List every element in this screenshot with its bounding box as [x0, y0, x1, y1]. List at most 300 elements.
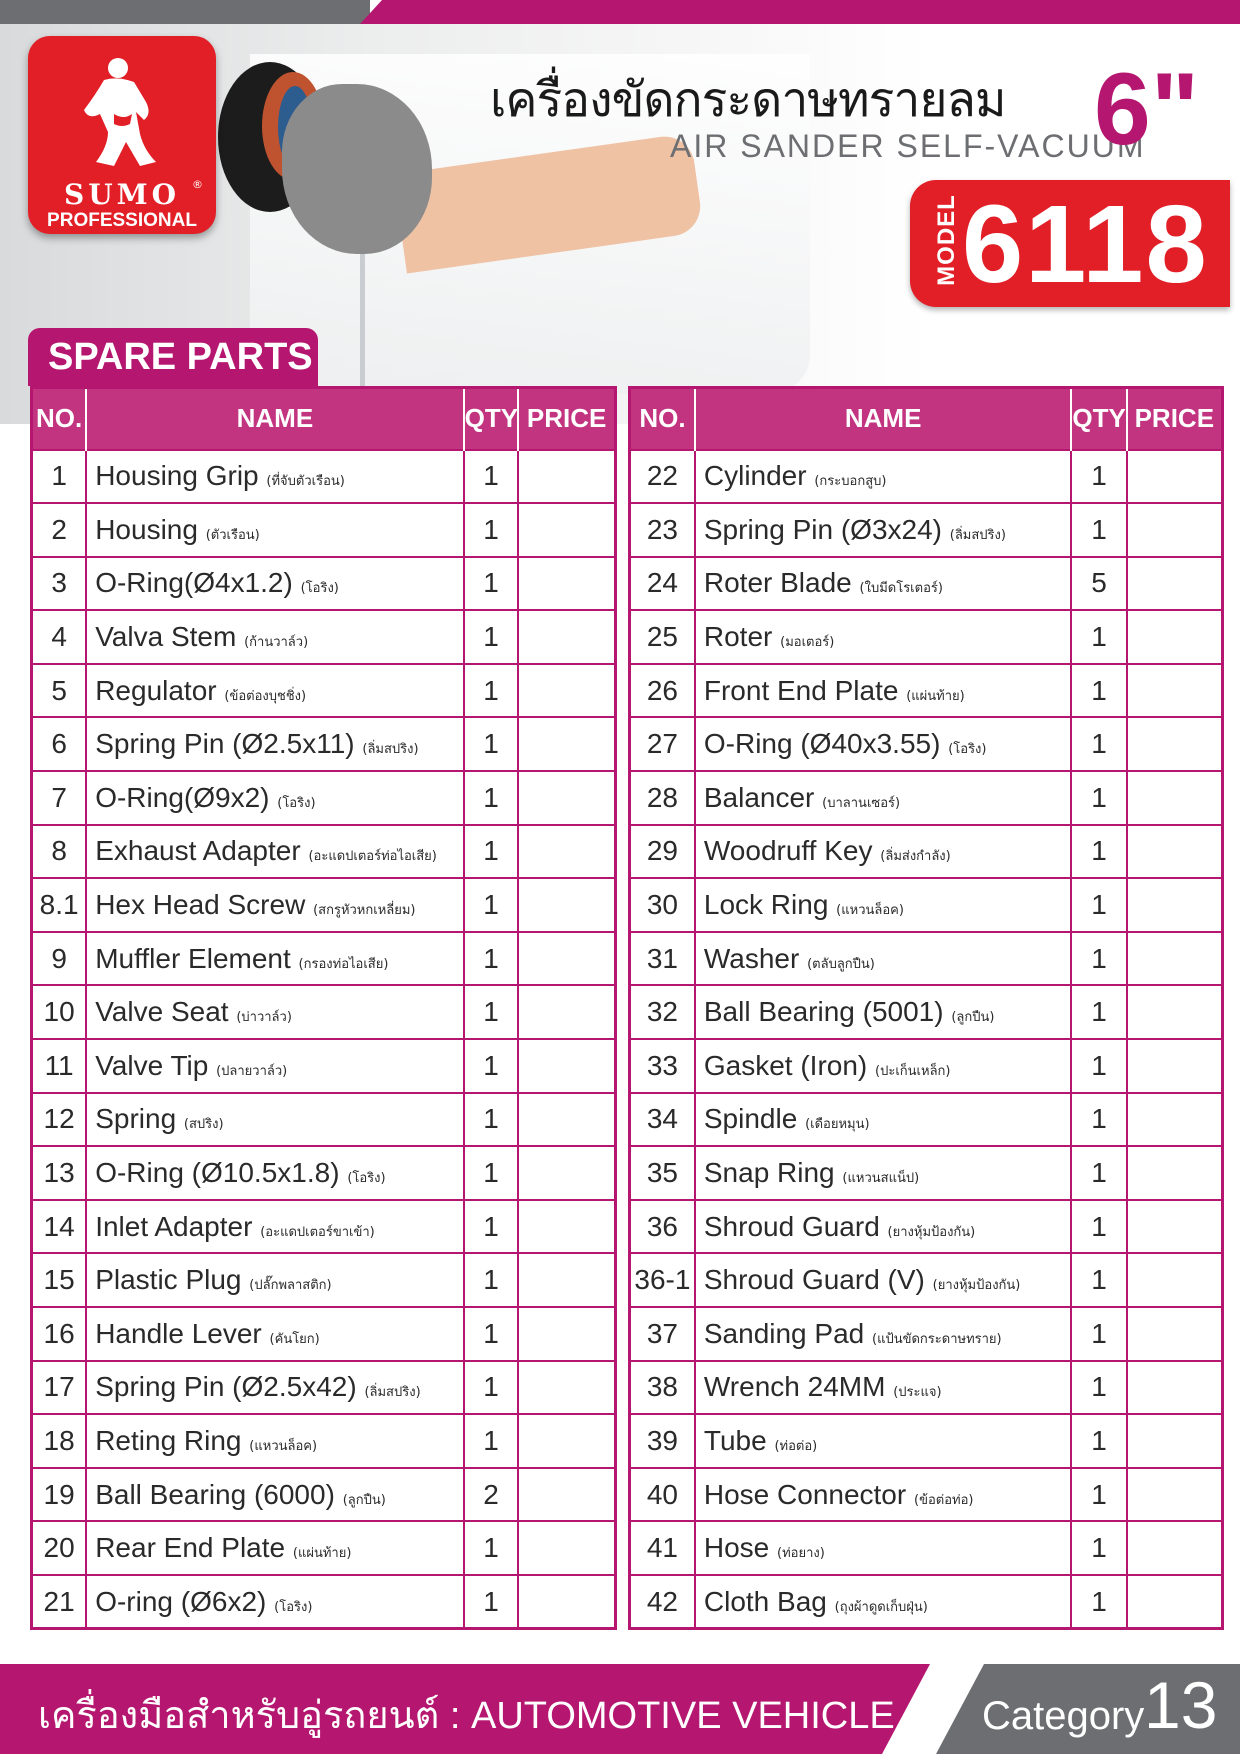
part-price — [1127, 503, 1223, 557]
part-name-thai: (ปะเก็นเหล็ก) — [875, 1063, 951, 1079]
part-number: 37 — [630, 1307, 695, 1361]
part-number: 8.1 — [32, 878, 87, 932]
part-price — [1127, 717, 1223, 771]
part-name-cell — [695, 1521, 1072, 1575]
part-name-cell — [695, 1575, 1072, 1629]
glove-hand — [282, 84, 432, 254]
part-name-thai: (ที่จับตัวเรือน) — [266, 474, 345, 490]
part-qty: 1 — [1071, 1361, 1126, 1415]
part-number: 41 — [630, 1521, 695, 1575]
part-number: 30 — [630, 878, 695, 932]
table-row — [630, 450, 1223, 504]
part-name-thai: (อะแดปเตอร์ขาเข้า) — [260, 1224, 375, 1240]
part-qty: 1 — [1071, 1200, 1126, 1254]
part-name-thai: (โอริง) — [347, 1171, 386, 1187]
part-price — [518, 1200, 615, 1254]
part-name-thai: (โอริง) — [277, 795, 316, 811]
part-price — [518, 1307, 615, 1361]
part-name-thai: (ก้านวาล์ว) — [244, 635, 309, 651]
part-name-cell — [86, 985, 463, 1039]
part-name-cell — [695, 1307, 1072, 1361]
part-number: 25 — [630, 610, 695, 664]
part-number: 28 — [630, 771, 695, 825]
part-price — [1127, 1575, 1223, 1629]
footer-category-label: Category — [982, 1694, 1145, 1738]
part-qty: 1 — [464, 1575, 519, 1629]
part-number: 40 — [630, 1468, 695, 1522]
part-qty: 1 — [464, 1253, 519, 1307]
table-row — [32, 1414, 616, 1468]
part-price — [518, 1253, 615, 1307]
part-number: 5 — [32, 664, 87, 718]
table-row — [630, 1200, 1223, 1254]
part-name-thai: (สปริง) — [183, 1117, 224, 1133]
part-name-cell — [695, 1200, 1072, 1254]
part-qty: 1 — [464, 985, 519, 1039]
part-name: Exhaust Adapter — [95, 835, 301, 867]
part-qty: 1 — [1071, 610, 1126, 664]
part-price — [518, 1468, 615, 1522]
part-price — [1127, 932, 1223, 986]
part-qty: 1 — [464, 610, 519, 664]
part-name-thai: (แผ่นท้าย) — [292, 1546, 352, 1562]
part-name: Spring Pin (Ø2.5x11) — [95, 728, 355, 760]
part-name-cell — [695, 1361, 1072, 1415]
part-number: 39 — [630, 1414, 695, 1468]
part-name-thai: (ประแจ) — [893, 1385, 942, 1401]
part-number: 27 — [630, 717, 695, 771]
part-name-thai: (อะแดปเตอร์ท่อไอเสีย) — [308, 849, 437, 865]
part-name-thai: (กรองท่อไอเสีย) — [298, 956, 389, 972]
top-bar-grey — [0, 0, 370, 24]
part-name-thai: (ลิ่มสปริง) — [949, 527, 1006, 543]
part-price — [1127, 450, 1223, 504]
part-name: Handle Lever — [95, 1317, 262, 1349]
table-row — [32, 503, 616, 557]
table-row — [32, 1575, 616, 1629]
part-name-cell — [86, 1575, 463, 1629]
part-number: 36-1 — [630, 1253, 695, 1307]
part-name: Woodruff Key — [703, 835, 873, 867]
part-price — [1127, 878, 1223, 932]
part-name: Gasket (Iron) — [703, 1049, 868, 1081]
part-name-cell — [86, 1146, 463, 1200]
part-name: Sanding Pad — [703, 1317, 865, 1349]
part-name-thai: (ปลั๊กพลาสติก) — [249, 1278, 332, 1294]
brand-name: SUMO — [63, 178, 181, 211]
part-name-cell — [695, 771, 1072, 825]
part-name: Housing Grip — [95, 460, 259, 492]
table-row — [32, 878, 616, 932]
table-row — [630, 1307, 1223, 1361]
header-qty: QTY — [1071, 388, 1126, 450]
table-row — [32, 1146, 616, 1200]
part-number: 10 — [32, 985, 87, 1039]
part-name: Ball Bearing (6000) — [95, 1478, 335, 1510]
part-price — [518, 664, 615, 718]
part-qty: 1 — [464, 450, 519, 504]
part-name-cell — [695, 1039, 1072, 1093]
footer-category-text: เครื่องมือสำหรับอู่รถยนต์ : AUTOMOTIVE VEHICLE — [38, 1695, 895, 1737]
part-name-cell — [695, 610, 1072, 664]
table-row — [630, 1093, 1223, 1147]
part-qty: 1 — [1071, 1307, 1126, 1361]
part-price — [1127, 1468, 1223, 1522]
part-price — [518, 771, 615, 825]
part-number: 35 — [630, 1146, 695, 1200]
part-name-cell — [695, 1414, 1072, 1468]
part-name: Inlet Adapter — [95, 1210, 253, 1242]
part-name-cell — [86, 557, 463, 611]
product-size: 6" — [1094, 52, 1200, 166]
part-qty: 1 — [464, 932, 519, 986]
part-number: 6 — [32, 717, 87, 771]
table-row — [32, 1093, 616, 1147]
part-name-cell — [695, 932, 1072, 986]
part-price — [518, 1575, 615, 1629]
top-decor-bar — [0, 0, 1240, 24]
part-name-cell — [695, 557, 1072, 611]
part-name-cell — [86, 1093, 463, 1147]
part-name: Shroud Guard — [703, 1210, 880, 1242]
part-number: 32 — [630, 985, 695, 1039]
part-number: 33 — [630, 1039, 695, 1093]
table-row — [32, 450, 616, 504]
table-row — [630, 1575, 1223, 1629]
part-name: Roter — [703, 621, 773, 653]
part-number: 36 — [630, 1200, 695, 1254]
table-row — [630, 1521, 1223, 1575]
part-price — [1127, 610, 1223, 664]
part-name-cell — [86, 1200, 463, 1254]
part-name-cell — [86, 1414, 463, 1468]
part-name-thai: (ยางหุ้มป้องกัน) — [932, 1278, 1021, 1294]
part-name-thai: (ปลายวาล์ว) — [216, 1063, 288, 1079]
table-header-row — [630, 388, 1223, 450]
part-name-thai: (ลูกปืน) — [342, 1492, 386, 1508]
part-number: 4 — [32, 610, 87, 664]
sumo-wrestler-icon — [74, 54, 170, 172]
part-name-thai: (โอริง) — [948, 742, 987, 758]
part-number: 13 — [32, 1146, 87, 1200]
part-qty: 1 — [464, 771, 519, 825]
part-qty: 1 — [1071, 1253, 1126, 1307]
part-price — [1127, 1039, 1223, 1093]
part-qty: 1 — [1071, 1146, 1126, 1200]
part-name-cell — [86, 771, 463, 825]
table-row — [32, 1468, 616, 1522]
part-qty: 1 — [1071, 825, 1126, 879]
product-title-thai: เครื่องขัดกระดาษทรายลม — [490, 72, 1006, 128]
table-row — [32, 1521, 616, 1575]
part-name-thai: (ลูกปืน) — [951, 1010, 995, 1026]
part-qty: 1 — [1071, 717, 1126, 771]
model-number: 6118 — [962, 183, 1209, 306]
part-qty: 1 — [464, 1361, 519, 1415]
footer-bar — [0, 1664, 1240, 1754]
part-name: Spindle — [703, 1103, 798, 1135]
part-qty: 1 — [464, 1521, 519, 1575]
part-name-cell — [86, 1361, 463, 1415]
part-price — [1127, 771, 1223, 825]
header-price: PRICE — [1127, 388, 1223, 450]
part-name: Hose — [703, 1532, 770, 1564]
sumo-logo — [28, 36, 216, 234]
part-qty: 1 — [1071, 1575, 1126, 1629]
part-name-cell — [695, 664, 1072, 718]
table-row — [32, 985, 616, 1039]
part-name: Valve Tip — [95, 1049, 209, 1081]
part-name-cell — [86, 878, 463, 932]
part-number: 18 — [32, 1414, 87, 1468]
table-row — [630, 717, 1223, 771]
part-name: Muffler Element — [95, 942, 291, 974]
part-price — [1127, 1414, 1223, 1468]
part-qty: 1 — [1071, 1093, 1126, 1147]
part-price — [518, 878, 615, 932]
part-name: Plastic Plug — [95, 1264, 242, 1296]
part-name-thai: (แหวนล็อค) — [249, 1438, 318, 1454]
part-name: O-Ring(Ø9x2) — [95, 781, 270, 813]
part-qty: 1 — [1071, 771, 1126, 825]
part-name-cell — [695, 985, 1072, 1039]
part-qty: 1 — [464, 1200, 519, 1254]
table-row — [630, 503, 1223, 557]
table-row — [630, 1146, 1223, 1200]
header-name: NAME — [86, 388, 463, 450]
part-qty: 1 — [1071, 1039, 1126, 1093]
part-name: Lock Ring — [703, 889, 829, 921]
part-qty: 1 — [464, 1146, 519, 1200]
part-name-thai: (ท่อยาง) — [777, 1546, 825, 1562]
table-row — [32, 1253, 616, 1307]
part-name-thai: (ลิ่มสปริง) — [364, 1385, 421, 1401]
part-price — [518, 932, 615, 986]
part-number: 16 — [32, 1307, 87, 1361]
part-name: Housing — [95, 513, 198, 545]
part-name: O-Ring(Ø4x1.2) — [95, 567, 293, 599]
part-name-thai: (ลิ่มสปริง) — [362, 742, 419, 758]
part-qty: 1 — [1071, 1521, 1126, 1575]
header-qty: QTY — [464, 388, 519, 450]
part-name-cell — [86, 1307, 463, 1361]
part-number: 23 — [630, 503, 695, 557]
part-price — [518, 450, 615, 504]
part-price — [518, 557, 615, 611]
part-name: Spring Pin (Ø3x24) — [703, 513, 942, 545]
table-row — [32, 1361, 616, 1415]
part-number: 19 — [32, 1468, 87, 1522]
part-price — [518, 503, 615, 557]
part-qty: 1 — [464, 1093, 519, 1147]
registered-mark: ® — [192, 178, 203, 191]
part-name-thai: (แป้นขัดกระดาษทราย) — [872, 1331, 1002, 1347]
top-bar-pink — [360, 0, 1240, 24]
table-row — [630, 610, 1223, 664]
part-name: Hex Head Screw — [95, 889, 306, 921]
part-name-cell — [86, 610, 463, 664]
part-name: Cylinder — [703, 460, 807, 492]
header-no: NO. — [630, 388, 695, 450]
part-qty: 1 — [1071, 450, 1126, 504]
part-number: 42 — [630, 1575, 695, 1629]
part-name-thai: (ถุงผ้าดูดเก็บฝุ่น) — [834, 1599, 928, 1615]
table-row — [630, 1361, 1223, 1415]
part-qty: 1 — [464, 1414, 519, 1468]
table-row — [630, 825, 1223, 879]
part-price — [1127, 825, 1223, 879]
part-price — [1127, 1200, 1223, 1254]
part-number: 9 — [32, 932, 87, 986]
part-qty: 1 — [464, 878, 519, 932]
part-name: Front End Plate — [703, 674, 899, 706]
part-name-cell — [86, 1521, 463, 1575]
part-price — [1127, 557, 1223, 611]
part-name: O-Ring (Ø40x3.55) — [703, 728, 941, 760]
part-name-thai: (บ่าวาล์ว) — [236, 1010, 292, 1026]
part-name-thai: (ท่อต่อ) — [774, 1438, 818, 1454]
brand-subtitle: PROFESSIONAL — [47, 210, 197, 231]
part-name-cell — [86, 1039, 463, 1093]
table-row — [630, 932, 1223, 986]
part-name-thai: (ข้อต่องบุชชิ่ง) — [224, 688, 307, 704]
part-number: 11 — [32, 1039, 87, 1093]
part-name: Spring — [95, 1103, 177, 1135]
part-price — [518, 1093, 615, 1147]
table-row — [32, 825, 616, 879]
part-name-thai: (โอริง) — [274, 1599, 313, 1615]
table-row — [630, 1253, 1223, 1307]
table-header-row — [32, 388, 616, 450]
part-name-cell — [86, 1253, 463, 1307]
part-price — [1127, 664, 1223, 718]
section-title: SPARE PARTS — [28, 328, 318, 386]
model-badge — [910, 180, 1230, 307]
table-row — [630, 1039, 1223, 1093]
part-number: 20 — [32, 1521, 87, 1575]
part-number: 3 — [32, 557, 87, 611]
part-price — [1127, 1253, 1223, 1307]
part-price — [518, 1039, 615, 1093]
part-name-cell — [86, 664, 463, 718]
part-qty: 1 — [1071, 878, 1126, 932]
part-name: Roter Blade — [703, 567, 852, 599]
table-row — [32, 717, 616, 771]
table-row — [630, 878, 1223, 932]
part-name-cell — [86, 450, 463, 504]
part-qty: 1 — [464, 664, 519, 718]
part-name: Shroud Guard (V) — [703, 1264, 925, 1296]
header-no: NO. — [32, 388, 87, 450]
part-number: 12 — [32, 1093, 87, 1147]
part-number: 34 — [630, 1093, 695, 1147]
part-number: 1 — [32, 450, 87, 504]
part-name-thai: (ใบมีดโรเตอร์) — [859, 581, 943, 597]
part-name-cell — [695, 1146, 1072, 1200]
part-number: 15 — [32, 1253, 87, 1307]
part-number: 7 — [32, 771, 87, 825]
part-price — [1127, 1093, 1223, 1147]
part-price — [518, 985, 615, 1039]
part-name-cell — [695, 503, 1072, 557]
part-name-thai: (แหวนล็อค) — [836, 903, 904, 919]
part-name: Hose Connector — [703, 1478, 907, 1510]
part-name-thai: (แหวนสแน็ป) — [842, 1171, 920, 1187]
part-qty: 2 — [464, 1468, 519, 1522]
part-name-thai: (โอริง) — [300, 581, 339, 597]
part-name-thai: (ตัวเรือน) — [205, 527, 260, 543]
part-name-thai: (แผ่นท้าย) — [906, 688, 965, 704]
part-number: 8 — [32, 825, 87, 879]
part-name-cell — [695, 717, 1072, 771]
part-name-cell — [695, 1093, 1072, 1147]
table-row — [32, 1200, 616, 1254]
part-price — [1127, 1361, 1223, 1415]
part-name-thai: (ข้อต่อท่อ) — [914, 1492, 974, 1508]
part-name-thai: (กระบอกสูบ) — [814, 474, 887, 490]
product-title-english: AIR SANDER SELF-VACUUM — [670, 128, 1146, 164]
part-name-cell — [86, 825, 463, 879]
part-name-thai: (สกรูหัวหกเหลี่ยม) — [313, 903, 416, 919]
part-name: Cloth Bag — [703, 1585, 827, 1617]
part-price — [1127, 985, 1223, 1039]
part-name: Regulator — [95, 674, 217, 706]
part-qty: 1 — [1071, 932, 1126, 986]
part-name: Valva Stem — [95, 621, 237, 653]
part-qty: 5 — [1071, 557, 1126, 611]
part-name-thai: (มอเตอร์) — [780, 635, 835, 651]
part-qty: 1 — [464, 1307, 519, 1361]
part-name-cell — [86, 1468, 463, 1522]
table-row — [32, 771, 616, 825]
table-row — [630, 664, 1223, 718]
part-name: Wrench 24MM — [703, 1371, 886, 1403]
part-number: 31 — [630, 932, 695, 986]
footer-category-number: 13 — [1144, 1668, 1218, 1742]
part-name-thai: (ตลับลูกปืน) — [807, 956, 875, 972]
part-price — [518, 825, 615, 879]
part-qty: 1 — [464, 1039, 519, 1093]
part-number: 26 — [630, 664, 695, 718]
part-name-thai: (เดือยหมุน) — [805, 1117, 870, 1133]
part-price — [518, 1414, 615, 1468]
header-price: PRICE — [518, 388, 615, 450]
part-name: Spring Pin (Ø2.5x42) — [95, 1371, 357, 1403]
part-name: Washer — [703, 942, 800, 974]
part-qty: 1 — [1071, 985, 1126, 1039]
table-row — [630, 557, 1223, 611]
table-row — [630, 771, 1223, 825]
part-name: Balancer — [703, 781, 815, 813]
part-name-cell — [86, 503, 463, 557]
part-number: 22 — [630, 450, 695, 504]
part-name-cell — [86, 932, 463, 986]
part-name: Snap Ring — [703, 1157, 835, 1189]
parts-table-left — [30, 386, 617, 1630]
part-qty: 1 — [464, 825, 519, 879]
part-name: Rear End Plate — [95, 1532, 286, 1564]
model-label: MODEL — [933, 194, 960, 286]
part-name-thai: (ลิ่มส่งกำลัง) — [880, 849, 951, 865]
table-row — [32, 610, 616, 664]
part-name-thai: (บาลานเซอร์) — [822, 795, 901, 811]
table-row — [32, 557, 616, 611]
part-name-cell — [695, 878, 1072, 932]
table-row — [630, 985, 1223, 1039]
part-name-cell — [695, 825, 1072, 879]
parts-table-right — [628, 386, 1224, 1630]
table-row — [32, 1039, 616, 1093]
